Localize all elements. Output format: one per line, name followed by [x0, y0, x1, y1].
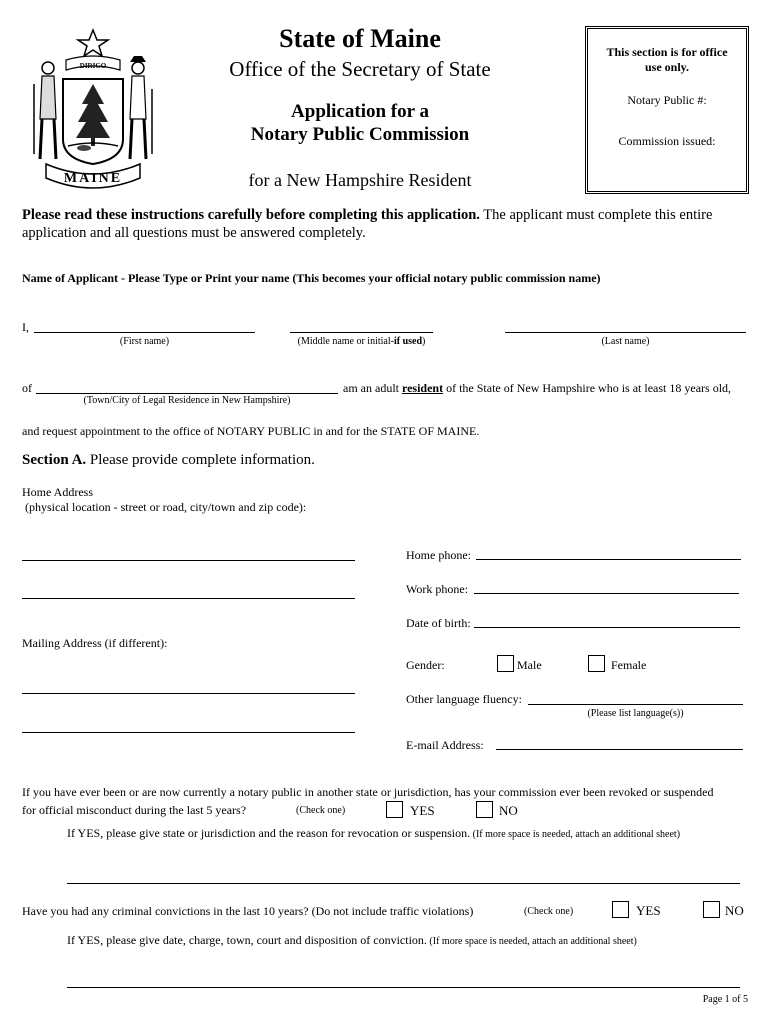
q2-no-checkbox[interactable]	[703, 901, 720, 918]
home-address-line-2[interactable]	[22, 598, 355, 599]
office-use-box	[585, 26, 749, 194]
gender-female-checkbox[interactable]	[588, 655, 605, 672]
residence-text-b: of the State of New Hampshire who is at least 18 years old,	[443, 381, 732, 395]
q1-followup-note: (If more space is needed, attach an additional sheet)	[470, 829, 681, 840]
q2-check-one: (Check one)	[524, 906, 574, 917]
work-phone-label: Work phone:	[406, 582, 469, 596]
i-label: I,	[22, 320, 29, 334]
of-label: of	[22, 381, 32, 395]
last-name-field[interactable]	[505, 332, 746, 333]
intro-bold: Please read these instructions carefully before completing this application.	[22, 207, 480, 223]
intro-paragraph	[22, 206, 752, 242]
home-phone-label: Home phone:	[406, 548, 471, 562]
middle-caption-b: if used	[393, 336, 423, 347]
home-address-label: Home Address	[22, 485, 93, 499]
application-title-line2: Notary Public Commission	[250, 124, 470, 145]
gender-female-label: Female	[611, 658, 647, 672]
gender-male-checkbox[interactable]	[497, 655, 514, 672]
first-name-caption: (First name)	[119, 336, 170, 347]
appointment-request: and request appointment to the office of NOTARY PUBLIC in and for the STATE OF MAINE.	[22, 424, 480, 438]
q2-text: Have you had any criminal convictions in the last 10 years? (Do not include traffic violations)	[22, 904, 474, 918]
section-a-label: Section A.	[22, 452, 87, 468]
dob-label: Date of birth:	[406, 616, 471, 630]
q2-followup	[67, 933, 637, 948]
home-address-line-1[interactable]	[22, 560, 355, 561]
q1-yes-label: YES	[410, 803, 435, 818]
mailing-address-line-2[interactable]	[22, 732, 355, 733]
resident-emphasis: resident	[401, 381, 444, 395]
q1-yes-checkbox[interactable]	[386, 801, 403, 818]
q2-followup-note: (If more space is needed, attach an additional sheet)	[426, 936, 637, 947]
q1-followup-text: If YES, please give state or jurisdiction and the reason for revocation or suspension.	[67, 826, 471, 840]
q1-no-label: NO	[499, 803, 518, 818]
q2-yes-label: YES	[636, 903, 661, 918]
q1-check-one: (Check one)	[296, 805, 346, 816]
notary-number-label: Notary Public #:	[627, 93, 707, 107]
middle-name-field[interactable]	[290, 332, 433, 333]
section-a-instruction: Please provide complete information.	[86, 452, 315, 468]
town-caption: (Town/City of Legal Residence in New Hampshire)	[83, 395, 291, 406]
office-box-title-line2: use only.	[644, 60, 689, 74]
first-name-field[interactable]	[34, 332, 255, 333]
residence-text-a: am an adult	[343, 381, 402, 395]
name-section-heading: Name of Applicant - Please Type or Print your name (This becomes your official notary public commission name)	[22, 271, 601, 285]
town-residence-field[interactable]	[36, 393, 338, 394]
gender-label: Gender:	[406, 658, 445, 672]
page-title-state: State of Maine	[279, 24, 441, 53]
q2-yes-checkbox[interactable]	[612, 901, 629, 918]
email-field[interactable]	[496, 749, 743, 750]
page-number: Page 1 of 5	[702, 994, 748, 1005]
language-caption: (Please list language(s))	[587, 708, 684, 719]
intro-rest: The applicant must complete this entire application and all questions must be answered completely.	[22, 207, 713, 241]
q1-text-line1: If you have ever been or are now currently a notary public in another state or jurisdiction, has your commission ever been revoked or suspended	[22, 785, 714, 799]
office-box-title-line1: This section is for office	[606, 45, 728, 59]
middle-name-caption	[276, 336, 447, 347]
section-a-title	[22, 452, 315, 469]
seal-name-text: MAINE	[63, 171, 123, 186]
dob-field[interactable]	[474, 627, 740, 628]
q1-answer-field[interactable]	[67, 883, 740, 884]
home-address-note: (physical location - street or road, city/town and zip code):	[25, 500, 307, 514]
q2-followup-text: If YES, please give date, charge, town, court and disposition of conviction.	[67, 933, 427, 947]
q2-no-label: NO	[725, 903, 744, 918]
other-language-label: Other language fluency:	[406, 692, 522, 706]
application-title-line1: Application for a	[291, 101, 429, 122]
seal-star-icon	[78, 30, 108, 56]
mailing-address-label: Mailing Address (if different):	[22, 636, 168, 650]
q1-text-line2: for official misconduct during the last 5 years?	[22, 803, 247, 817]
q2-answer-field[interactable]	[67, 987, 740, 988]
middle-caption-c: )	[422, 336, 426, 347]
email-label: E-mail Address:	[406, 738, 484, 752]
resident-subtitle: for a New Hampshire Resident	[248, 170, 472, 190]
maine-state-seal	[18, 24, 168, 192]
page-title-office: Office of the Secretary of State	[229, 57, 491, 81]
middle-caption-a: (Middle name or initial-	[297, 336, 394, 347]
other-language-field[interactable]	[528, 704, 743, 705]
gender-male-label: Male	[517, 658, 542, 672]
mailing-address-line-1[interactable]	[22, 693, 355, 694]
residence-statement	[343, 381, 731, 396]
seal-banner-text: DIRIGO	[79, 62, 107, 70]
q1-followup	[67, 826, 680, 841]
commission-issued-label: Commission issued:	[618, 134, 716, 148]
last-name-caption: (Last name)	[601, 336, 650, 347]
q1-no-checkbox[interactable]	[476, 801, 493, 818]
home-phone-field[interactable]	[476, 559, 741, 560]
work-phone-field[interactable]	[474, 593, 739, 594]
